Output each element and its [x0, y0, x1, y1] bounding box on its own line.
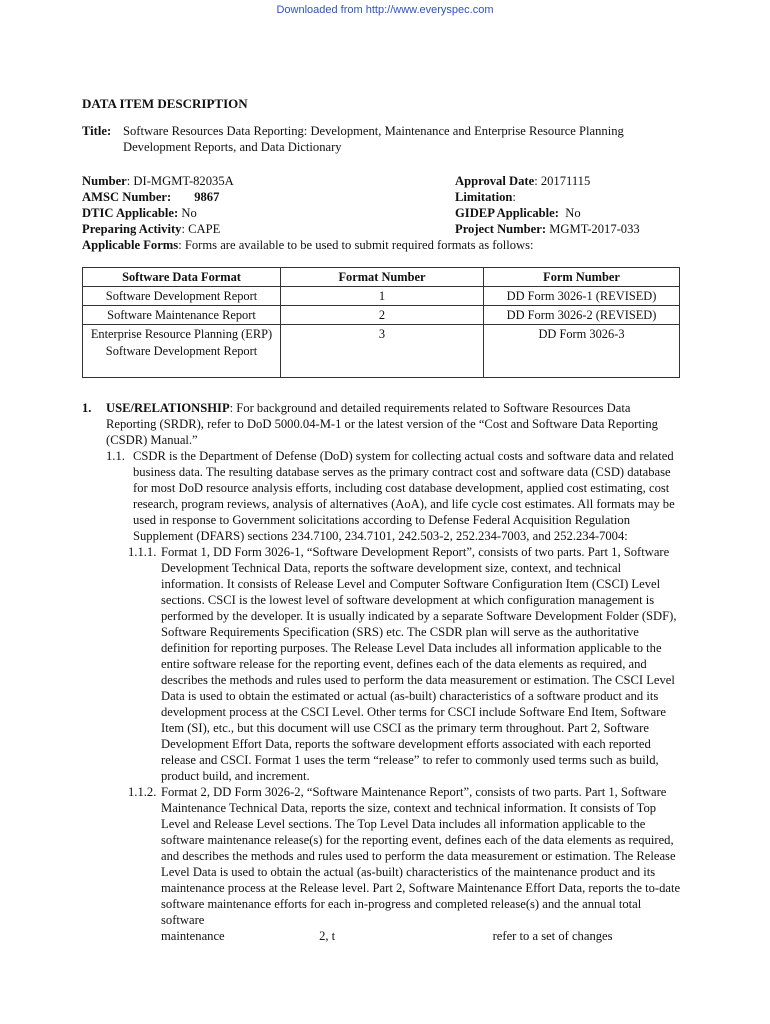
document-page	[82, 96, 682, 944]
section-text: Format 2, DD Form 3026-2, “Software Maintenance Report”, consists of two parts. Part 1, Software Maintenance Technical Data, reports the size, context and technical information. It consists of Top Level and Release Level sections. The Top Level Data includes all information applicable to the software maintenance release(s) for the reporting event, defines each of the data elements as required, and describes the methods and rules used to perform the data measurement or estimation. The Release Level Data is used to obtain the actual (as-built) characteristics of the maintenance product and its maintenance process at the Release level. Part 2, Software Maintenance Effort Data, reports the to-date software maintenance efforts for each in-progress and completed release(s) and the annual total software	[161, 785, 681, 927]
title-label: Title:	[82, 124, 112, 138]
section-1-1-2	[128, 784, 682, 944]
section-text-partial-line: maintenance 2, t refer to a set of changes	[161, 929, 613, 943]
preparing-activity-label: Preparing Activity	[82, 222, 182, 236]
table-header-cell: Form Number	[484, 268, 680, 287]
approval-date-value: : 20171115	[534, 174, 591, 188]
section-number: 1.1.2.	[128, 785, 157, 799]
dtic-applicable-label: DTIC Applicable:	[82, 206, 179, 220]
table-cell: DD Form 3026-1 (REVISED)	[484, 287, 680, 306]
section-body	[106, 400, 682, 448]
applicable-forms-label: Applicable Forms	[82, 238, 179, 252]
table-header-row	[83, 268, 680, 287]
section-1-use-relationship	[82, 400, 682, 448]
table-header-cell: Format Number	[281, 268, 484, 287]
preparing-activity-value: : CAPE	[181, 222, 221, 236]
project-number-field	[455, 221, 640, 237]
limitation-field	[455, 189, 516, 205]
gidep-applicable-value: No	[565, 206, 581, 220]
section-text: CSDR is the Department of Defense (DoD) system for collecting actual costs and software data and related business data. The resulting database serves as the primary contract cost and software data (CSD) database for most DoD resource analysis efforts, including cost database development, applied cost estimating, cost research, program reviews, analysis of alternatives (AoA), and life cycle cost estimates. All formats may be used in response to Government solicitations according to Defense Federal Acquisition Regulation Supplement (DFARS) sections 234.7100, 234.7101, 242.503-2, 252.234-7003, and 252.234-7004:	[133, 449, 675, 543]
title-row	[82, 123, 682, 155]
table-cell: Software Maintenance Report	[83, 306, 281, 325]
table-row	[83, 325, 680, 378]
dtic-applicable-field	[82, 205, 197, 221]
applicable-forms-field	[82, 237, 534, 253]
approval-date-field	[455, 173, 590, 189]
table-row	[83, 287, 680, 306]
download-banner[interactable]	[0, 4, 770, 16]
project-number-label: Project Number:	[455, 222, 547, 236]
approval-date-label: Approval Date	[455, 174, 535, 188]
section-text-block	[161, 784, 682, 944]
limitation-label: Limitation	[455, 190, 513, 204]
table-cell: Enterprise Resource Planning (ERP) Software Development Report	[83, 325, 281, 378]
section-text: Format 1, DD Form 3026-1, “Software Development Report”, consists of two parts. Part 1, Software Development Technical Data, reports the software development size, context, and technical information. It consists of Release Level and Computer Software Configuration Item (CSCI) Level sections. CSCI is the lowest level of software development at which configuration management is performed by the developer. It is usually indicated by a separate Software Development Folder (SDF), Software Requirements Specification (SRS) etc. The CSDR plan will serve as the authoritative definition for reporting purposes. The Release Level Data includes all information applicable to the entire software release for the reporting event, defines each of the data elements as required, and describes the methods and rules used to perform the data measurement or estimation. The CSCI Level Data is used to obtain the estimated or actual (as-built) characteristics of a software product and its development process at the CSCI Level. Other terms for CSCI include Software End Item, Software Item (SI), etc., but this document will use CSCI as the primary term throughout. Part 2, Software Development Effort Data, reports the software development efforts associated with each reported release and CSCI. Format 1 uses the term “release” to refer to commonly used terms such as build, product build, and increment.	[161, 545, 677, 783]
table-cell: 2	[281, 306, 484, 325]
table-header-cell: Software Data Format	[83, 268, 281, 287]
gidep-applicable-field	[455, 205, 581, 221]
number-field	[82, 173, 234, 189]
formats-table	[82, 267, 680, 378]
download-banner-link[interactable]: Downloaded from http://www.everyspec.com	[276, 4, 494, 16]
table-row	[83, 306, 680, 325]
section-1-1-1	[128, 544, 682, 784]
applicable-forms-value: : Forms are available to be used to submit required formats as follows:	[178, 238, 534, 252]
limitation-value: :	[512, 190, 516, 204]
table-cell: DD Form 3026-2 (REVISED)	[484, 306, 680, 325]
table-cell: DD Form 3026-3	[484, 325, 680, 378]
section-text: : For background and detailed requirements related to Software Resources Data Reporting (SRDR), refer to DoD 5000.04-M-1 or the latest version of the “Cost and Software Data Reporting (CSDR) Manual.”	[106, 401, 658, 447]
project-number-value: MGMT-2017-033	[549, 222, 640, 236]
table-cell: Software Development Report	[83, 287, 281, 306]
metadata-block	[82, 173, 682, 253]
amsc-number-label: AMSC Number:	[82, 190, 172, 204]
number-label: Number	[82, 174, 127, 188]
amsc-number-value: 9867	[194, 190, 220, 204]
section-number: 1.1.1.	[128, 545, 157, 559]
amsc-number-field	[82, 189, 219, 205]
title-value: Software Resources Data Reporting: Development, Maintenance and Enterprise Resource Planning Development Reports, and Data Dictionary	[123, 124, 624, 154]
table-cell: 1	[281, 287, 484, 306]
number-value: : DI-MGMT-82035A	[126, 174, 234, 188]
preparing-activity-field	[82, 221, 220, 237]
table-cell: 3	[281, 325, 484, 378]
section-label: USE/RELATIONSHIP	[106, 401, 230, 415]
document-heading: DATA ITEM DESCRIPTION	[82, 96, 248, 111]
gidep-applicable-label: GIDEP Applicable:	[455, 206, 559, 220]
section-1-1	[106, 448, 682, 544]
dtic-applicable-value: No	[181, 206, 197, 220]
section-number: 1.1.	[106, 449, 125, 463]
section-number: 1.	[82, 401, 92, 415]
